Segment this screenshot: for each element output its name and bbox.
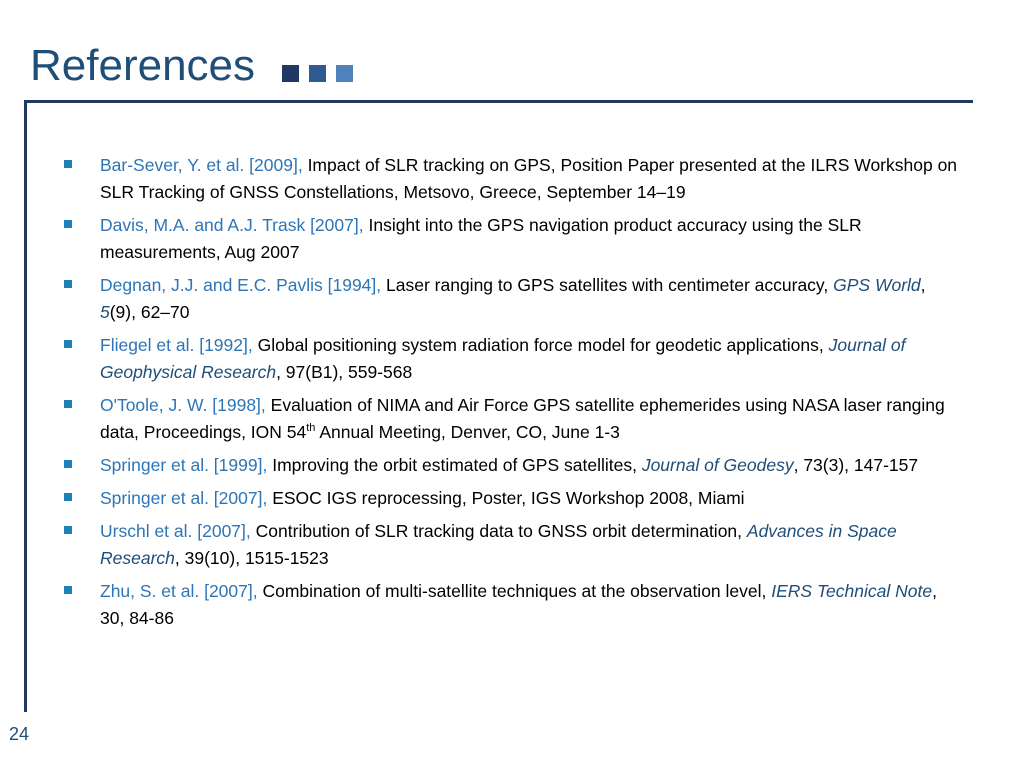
reference-journal: IERS Technical Note bbox=[771, 581, 933, 601]
page-number: 24 bbox=[9, 724, 30, 744]
horizontal-divider bbox=[24, 100, 973, 103]
reference-author: Fliegel et al. [1992], bbox=[100, 335, 253, 355]
reference-text: Laser ranging to GPS satellites with centimeter accuracy, bbox=[386, 275, 829, 295]
bullet-icon bbox=[64, 220, 72, 228]
reference-author: Davis, M.A. and A.J. Trask [2007], bbox=[100, 215, 364, 235]
reference-item bbox=[64, 452, 964, 479]
square-icon bbox=[336, 65, 353, 82]
bullet-icon bbox=[64, 586, 72, 594]
reference-item bbox=[64, 332, 964, 386]
reference-item bbox=[64, 485, 964, 512]
reference-text: ESOC IGS reprocessing, Poster, IGS Workshop 2008, Miami bbox=[272, 488, 745, 508]
reference-text: Improving the orbit estimated of GPS satellites, bbox=[272, 455, 637, 475]
reference-tail: , 30, 84-86 bbox=[100, 581, 937, 628]
reference-text: Contribution of SLR tracking data to GNSS orbit determination, bbox=[255, 521, 743, 541]
reference-author: Bar-Sever, Y. et al. [2009], bbox=[100, 155, 303, 175]
bullet-icon bbox=[64, 280, 72, 288]
reference-item bbox=[64, 392, 964, 446]
reference-journal: Advances in Space Research bbox=[100, 521, 897, 568]
bullet-icon bbox=[64, 493, 72, 501]
slide-title: References bbox=[30, 41, 256, 90]
reference-item bbox=[64, 272, 964, 326]
reference-journal: GPS World bbox=[833, 275, 921, 295]
reference-list bbox=[64, 152, 964, 638]
square-icon bbox=[282, 65, 299, 82]
reference-author: O'Toole, J. W. [1998], bbox=[100, 395, 266, 415]
reference-text: Impact of SLR tracking on GPS, Position Paper presented at the ILRS Workshop on SLR Tracking of GNSS Constellations, Metsovo, Greece, September 14–19 bbox=[100, 155, 958, 202]
vertical-divider bbox=[24, 100, 27, 712]
bullet-icon bbox=[64, 400, 72, 408]
reference-tail: (9), 62–70 bbox=[109, 302, 190, 322]
reference-separator: , bbox=[920, 275, 926, 295]
square-icon bbox=[309, 65, 326, 82]
reference-journal: Journal of Geodesy bbox=[641, 455, 794, 475]
reference-item bbox=[64, 152, 964, 206]
reference-author: Springer et al. [1999], bbox=[100, 455, 268, 475]
reference-tail: Annual Meeting, Denver, CO, June 1-3 bbox=[315, 422, 620, 442]
reference-text: Global positioning system radiation force model for geodetic applications, bbox=[257, 335, 824, 355]
reference-superscript: th bbox=[306, 422, 316, 435]
bullet-icon bbox=[64, 340, 72, 348]
reference-tail: , 97(B1), 559-568 bbox=[276, 362, 413, 382]
reference-item bbox=[64, 578, 964, 632]
reference-tail: , 73(3), 147-157 bbox=[793, 455, 919, 475]
reference-text: Evaluation of NIMA and Air Force GPS satellite ephemerides using NASA laser ranging data, Proceedings, ION 54 bbox=[100, 395, 945, 442]
reference-item bbox=[64, 518, 964, 572]
reference-author: Springer et al. [2007], bbox=[100, 488, 268, 508]
bullet-icon bbox=[64, 160, 72, 168]
reference-author: Degnan, J.J. and E.C. Pavlis [1994], bbox=[100, 275, 382, 295]
reference-item bbox=[64, 212, 964, 266]
reference-journal: Journal of Geophysical Research bbox=[100, 335, 906, 382]
bullet-icon bbox=[64, 460, 72, 468]
bullet-icon bbox=[64, 526, 72, 534]
reference-text: Insight into the GPS navigation product accuracy using the SLR measurements, Aug 2007 bbox=[100, 215, 862, 262]
reference-text: Combination of multi-satellite techniques at the observation level, bbox=[262, 581, 767, 601]
reference-author: Urschl et al. [2007], bbox=[100, 521, 251, 541]
reference-tail: , 39(10), 1515-1523 bbox=[174, 548, 329, 568]
reference-author: Zhu, S. et al. [2007], bbox=[100, 581, 258, 601]
reference-volume: 5 bbox=[100, 302, 110, 322]
